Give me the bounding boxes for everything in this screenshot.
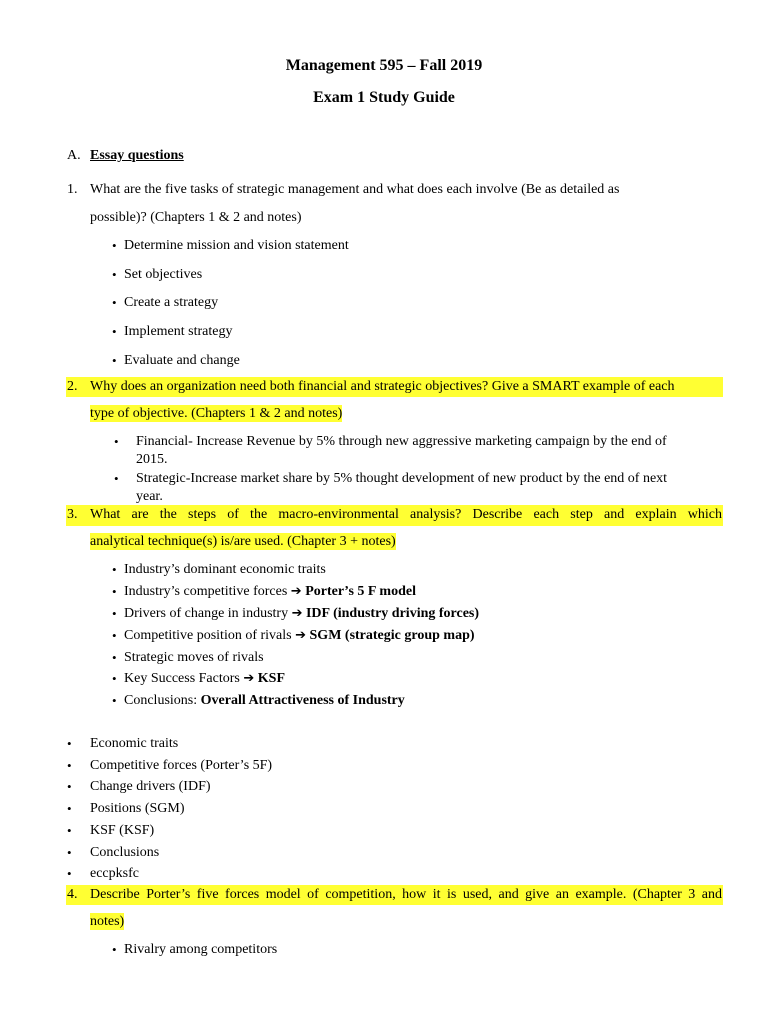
arrow-right-icon: ➔ xyxy=(290,584,302,599)
list-item-continued: year. xyxy=(136,489,163,504)
question-3-line-1: What are the steps of the macro-environmental analysis? Describe each step and explain which xyxy=(90,507,722,522)
list-item: Positions (SGM) xyxy=(90,801,185,816)
list-item: Implement strategy xyxy=(124,324,233,339)
list-item: Industry’s dominant economic traits xyxy=(124,562,326,577)
bullet-icon: • xyxy=(112,238,117,253)
bullet-icon: • xyxy=(112,295,117,310)
list-item: Industry’s competitive forces ➔ Porter’s 5 F model xyxy=(124,584,416,599)
bullet-icon: • xyxy=(67,779,72,794)
list-item: Determine mission and vision statement xyxy=(124,238,349,253)
list-item: Change drivers (IDF) xyxy=(90,779,211,794)
bullet-icon: • xyxy=(112,584,117,599)
bullet-icon: • xyxy=(112,671,117,686)
question-1-line-2: possible)? (Chapters 1 & 2 and notes) xyxy=(90,210,302,225)
list-item: Strategic-Increase market share by 5% thought development of new product by the end of next xyxy=(136,471,668,486)
section-heading: Essay questions xyxy=(90,148,184,163)
bullet-icon: • xyxy=(112,324,117,339)
document-title: Management 595 – Fall 2019 xyxy=(285,57,483,74)
bullet-icon: • xyxy=(67,823,72,838)
list-item: Economic traits xyxy=(90,736,179,751)
bullet-icon: • xyxy=(112,628,117,643)
list-item: Create a strategy xyxy=(124,295,219,310)
bullet-icon: • xyxy=(114,434,119,449)
bullet-icon: • xyxy=(114,471,119,486)
document-subtitle: Exam 1 Study Guide xyxy=(313,89,455,106)
list-item: KSF (KSF) xyxy=(90,823,155,838)
question-2-line-1: Why does an organization need both financial and strategic objectives? Give a SMART example of each xyxy=(90,379,675,394)
question-2-number: 2. xyxy=(67,379,78,394)
list-item: Drivers of change in industry ➔ IDF (industry driving forces) xyxy=(124,606,480,621)
arrow-right-icon: ➔ xyxy=(291,606,303,621)
arrow-right-icon: ➔ xyxy=(243,671,255,686)
bullet-icon: • xyxy=(112,267,117,282)
arrow-right-icon: ➔ xyxy=(295,628,307,643)
list-item: Evaluate and change xyxy=(124,353,240,368)
list-item: Competitive forces (Porter’s 5F) xyxy=(90,758,273,773)
list-item: Key Success Factors ➔ KSF xyxy=(124,671,286,686)
question-4-line-2: notes) xyxy=(90,914,125,929)
bullet-icon: • xyxy=(67,758,72,773)
question-4-line-1: Describe Porter’s five forces model of competition, how it is used, and give an example. (Chapter 3 and xyxy=(90,887,722,902)
list-item: Conclusions: Overall Attractiveness of Industry xyxy=(124,693,405,708)
question-2-line-2: type of objective. (Chapters 1 & 2 and notes) xyxy=(90,406,343,421)
bullet-icon: • xyxy=(67,866,72,881)
list-item: Rivalry among competitors xyxy=(124,942,278,957)
section-letter: A. xyxy=(67,148,81,163)
list-item: Financial- Increase Revenue by 5% through new aggressive marketing campaign by the end of xyxy=(136,434,667,449)
question-1-line-1: What are the five tasks of strategic management and what does each involve (Be as detailed as xyxy=(90,182,620,197)
bullet-icon: • xyxy=(112,353,117,368)
bullet-icon: • xyxy=(67,801,72,816)
bullet-icon: • xyxy=(112,562,117,577)
bullet-icon: • xyxy=(67,736,72,751)
bullet-icon: • xyxy=(112,606,117,621)
bullet-icon: • xyxy=(112,942,117,957)
list-item: Conclusions xyxy=(90,845,160,860)
list-item: Set objectives xyxy=(124,267,203,282)
list-item: Strategic moves of rivals xyxy=(124,650,264,665)
bullet-icon: • xyxy=(112,650,117,665)
list-item: Competitive position of rivals ➔ SGM (strategic group map) xyxy=(124,628,475,643)
list-item: eccpksfc xyxy=(90,866,139,881)
bullet-icon: • xyxy=(112,693,117,708)
bullet-icon: • xyxy=(67,845,72,860)
question-4-number: 4. xyxy=(67,887,78,902)
question-3-number: 3. xyxy=(67,507,78,522)
question-3-line-2: analytical technique(s) is/are used. (Chapter 3 + notes) xyxy=(90,534,396,549)
list-item-continued: 2015. xyxy=(136,452,168,467)
question-1-number: 1. xyxy=(67,182,78,197)
